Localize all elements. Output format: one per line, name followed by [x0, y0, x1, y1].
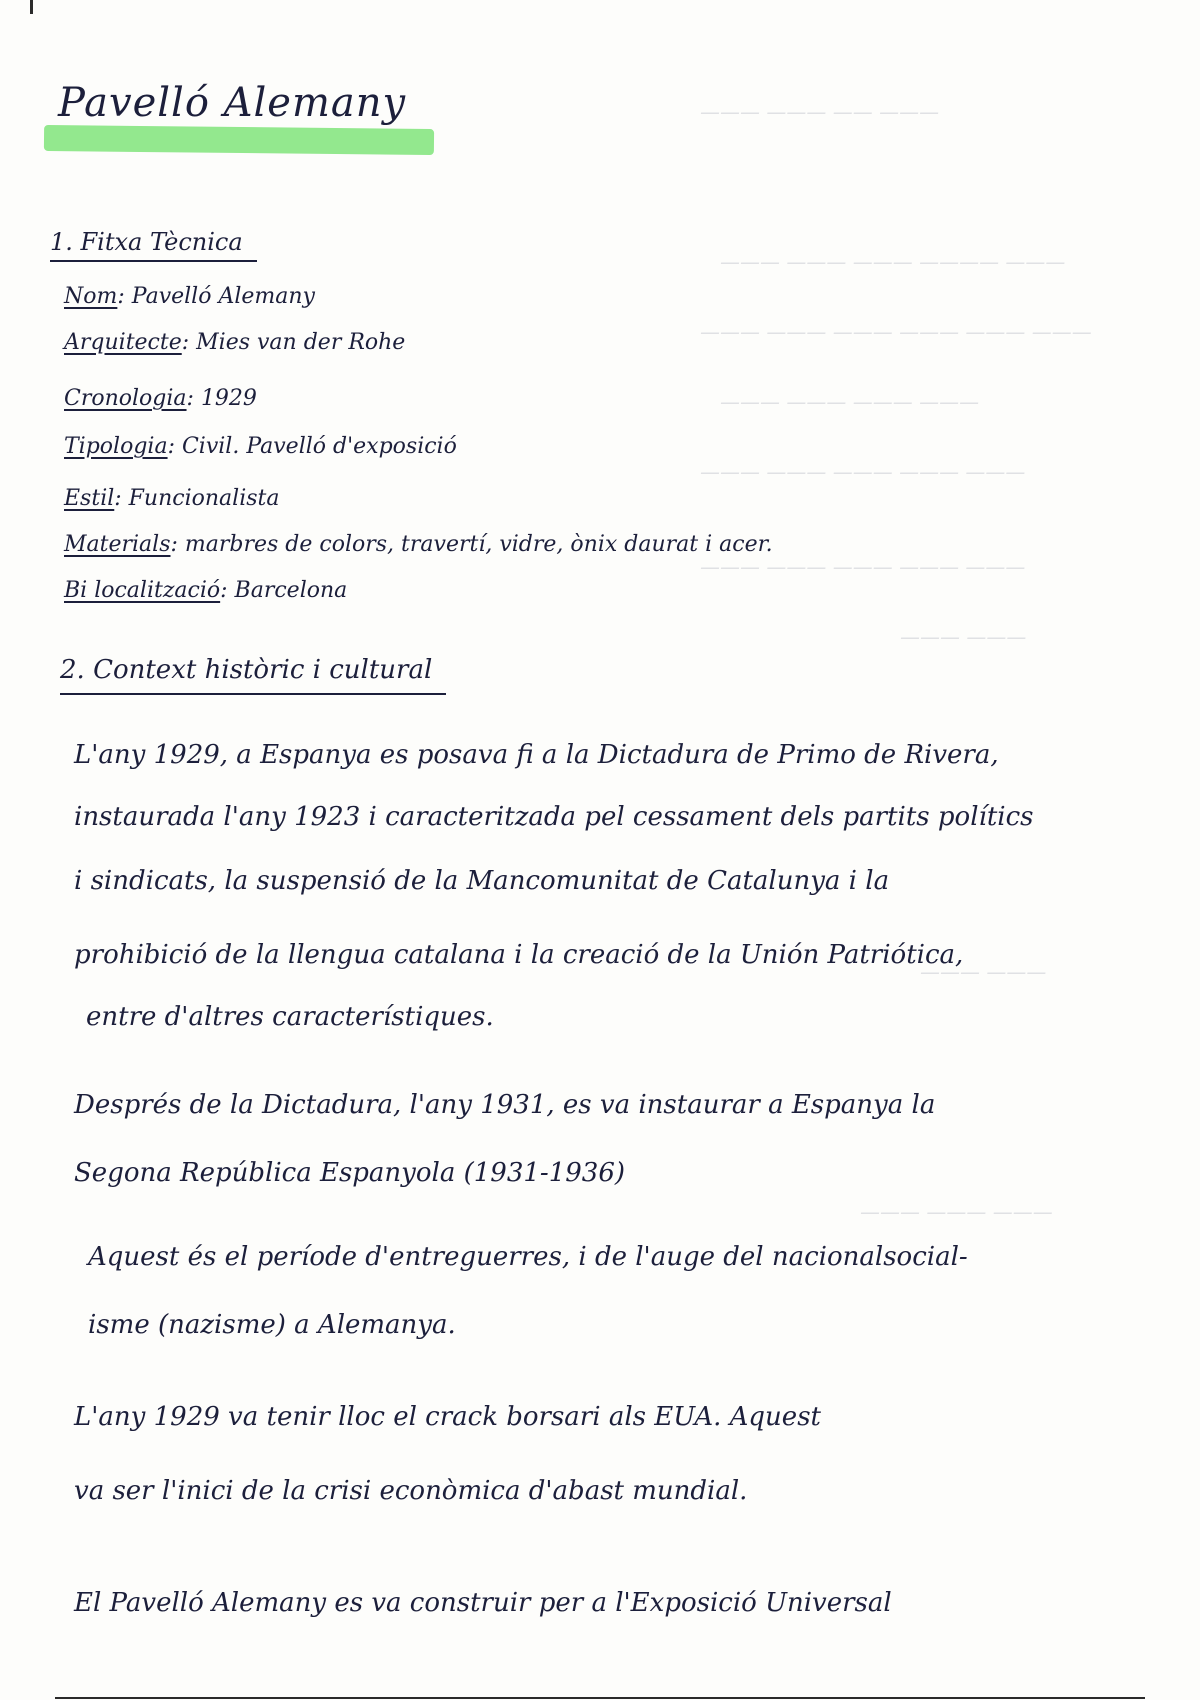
spec-value: marbres de colors, travertí, vidre, ònix daurat i acer. — [184, 532, 773, 557]
page-bottom-rule — [55, 1697, 1145, 1699]
context-line: entre d'altres característiques. — [86, 1002, 494, 1032]
context-line: Aquest és el període d'entreguerres, i de l'auge del nacionalsocial- — [88, 1242, 968, 1272]
context-line: instaurada l'any 1923 i caracteritzada pel cessament dels partits polítics — [74, 802, 1034, 832]
spec-row-style — [64, 486, 279, 511]
bleed-through-line: ——— ——— —— ——— — [700, 100, 940, 124]
context-line: L'any 1929 va tenir lloc el crack borsari als EUA. Aquest — [74, 1402, 821, 1432]
spec-value: Civil. Pavelló d'exposició — [181, 434, 457, 459]
context-line: Segona República Espanyola (1931-1936) — [74, 1158, 626, 1188]
bleed-through-line: ——— ——— — [900, 625, 1027, 649]
section-heading-technical-sheet: 1. Fitxa Tècnica — [50, 228, 257, 262]
context-line: i sindicats, la suspensió de la Mancomunitat de Catalunya i la — [74, 866, 890, 896]
spec-separator: : — [220, 578, 235, 603]
title-highlight — [44, 125, 434, 155]
spec-value: Barcelona — [234, 578, 348, 603]
context-line: isme (nazisme) a Alemanya. — [88, 1310, 456, 1340]
bleed-through-line: ——— ——— ——— ——— — [720, 390, 980, 414]
spec-separator: : — [186, 386, 201, 411]
spec-row-architect — [64, 330, 405, 355]
context-line: va ser l'inici de la crisi econòmica d'abast mundial. — [74, 1476, 748, 1506]
spec-separator: : — [170, 532, 185, 557]
spec-row-name — [64, 284, 315, 309]
spec-label: Arquitecte — [64, 330, 182, 355]
spec-separator: : — [181, 330, 197, 355]
context-line: L'any 1929, a Espanya es posava fi a la Dictadura de Primo de Rivera, — [74, 740, 999, 770]
page-top-edge — [30, 0, 1173, 14]
bleed-through-line: ——— ——— ——— ——— ——— — [700, 460, 1026, 484]
spec-label: Bi localització — [64, 578, 221, 603]
spec-value: Funcionalista — [128, 486, 280, 511]
spec-row-typology — [64, 434, 457, 459]
spec-separator: : — [117, 284, 132, 309]
spec-label: Estil — [64, 486, 115, 511]
spec-row-materials — [64, 532, 773, 557]
spec-value: 1929 — [200, 386, 257, 411]
bleed-through-line: ——— ——— ——— ———— ——— — [720, 250, 1066, 274]
context-line: prohibició de la llengua catalana i la creació de la Unión Patriótica, — [74, 940, 964, 970]
spec-label: Materials — [64, 532, 171, 557]
spec-label: Tipologia — [64, 434, 168, 459]
spec-value: Mies van der Rohe — [196, 330, 406, 355]
context-line: El Pavelló Alemany es va construir per a l'Exposició Universal — [74, 1588, 892, 1618]
spec-row-chronology — [64, 386, 257, 411]
spec-value: Pavelló Alemany — [131, 284, 315, 309]
bleed-through-line: ——— ——— ——— ——— ——— ——— — [700, 320, 1092, 344]
section-heading-historical-context: 2. Context històric i cultural — [60, 655, 446, 695]
bleed-through-line: ——— ——— ——— ——— ——— — [700, 555, 1026, 579]
spec-separator: : — [114, 486, 129, 511]
bleed-through-line: ——— ——— ——— — [860, 1200, 1053, 1224]
spec-label: Nom — [64, 284, 118, 309]
spec-label: Cronologia — [64, 386, 187, 411]
spec-separator: : — [167, 434, 182, 459]
spec-row-location — [64, 578, 347, 603]
page-title: Pavelló Alemany — [58, 80, 407, 126]
bleed-through-line: ——— ——— — [920, 960, 1047, 984]
context-line: Després de la Dictadura, l'any 1931, es va instaurar a Espanya la — [74, 1090, 936, 1120]
